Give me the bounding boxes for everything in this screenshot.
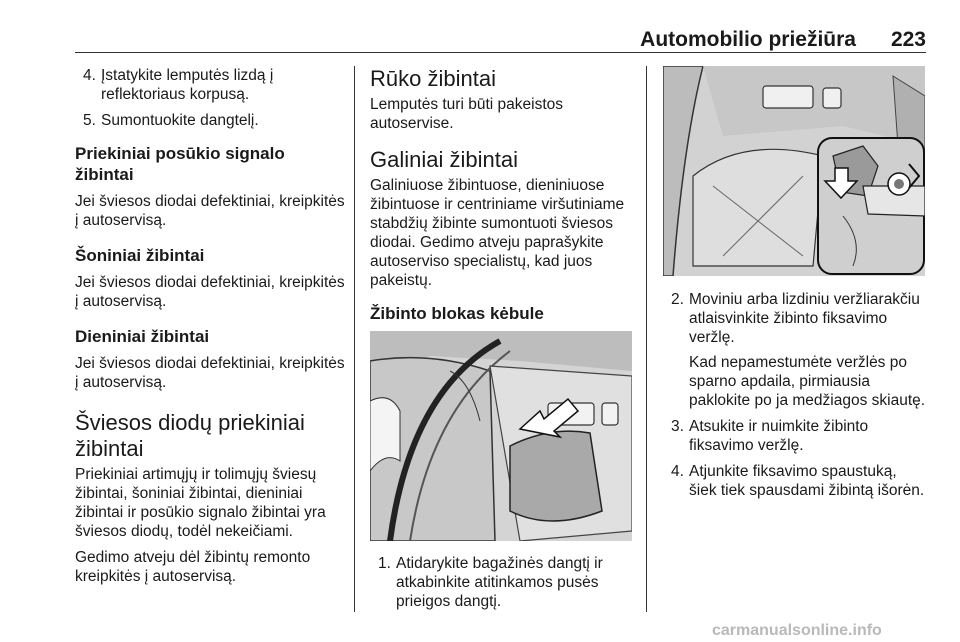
- step-5: [75, 111, 345, 130]
- step-4: [75, 66, 345, 104]
- section-text: Lemputės turi būti pakeistos autoservise.: [370, 96, 563, 132]
- column-middle: [370, 66, 635, 331]
- section-heading: Šoniniai žibintai: [75, 246, 205, 265]
- section-heading-large: Rūko žibintai: [370, 66, 496, 91]
- section-text: Gedimo atveju dėl žibintų remonto kreipkitės į autoservisą.: [75, 549, 311, 585]
- section-heading: Dieniniai žibintai: [75, 327, 210, 346]
- section-heading-large: Šviesos diodų priekiniai žibintai: [75, 410, 305, 461]
- step-number: 1.: [378, 555, 391, 572]
- column-divider-1: [354, 66, 355, 612]
- column-middle-steps: [370, 554, 635, 618]
- column-left: [75, 66, 345, 598]
- step-number: 2.: [671, 291, 684, 308]
- fixing-nut-illustration: [663, 66, 925, 276]
- column-right: [663, 290, 928, 507]
- section-text: Galiniuose žibintuose, dieniniuose žibintuose ir centriniame viršutiniame stabdžių žibinte sumontuoti šviesos diodai. Gedimo atveju paprašykite autoserviso specialistų, kad juos pakeistų.: [370, 177, 625, 289]
- trunk-cover-illustration: [370, 331, 632, 541]
- section-heading: Priekiniai posūkio signalo žibintai: [75, 144, 285, 184]
- section-text: Jei šviesos diodai defektiniai, kreipkitės į autoservisą.: [75, 193, 345, 229]
- step-1: [370, 554, 635, 611]
- column-divider-2: [646, 66, 647, 612]
- sub-heading: Žibinto blokas kėbule: [370, 304, 544, 323]
- figure-fixing-nut: [663, 66, 925, 276]
- page-number: 223: [890, 28, 926, 51]
- figure-trunk-cover: [370, 331, 632, 541]
- step-3: [663, 417, 928, 455]
- step-number: 4.: [671, 463, 684, 480]
- section-text: Priekiniai artimųjų ir tolimųjų šviesų žibintai, šoniniai žibintai, dieniniai žibintai ir posūkio signalo žibintai yra šviesos diodų, todėl nekeičiami.: [75, 466, 326, 540]
- step-text: Moviniu arba lizdiniu veržliarakčiu atlaisvinkite žibinto fiksavimo veržlę.: [689, 291, 920, 346]
- step-note: Kad nepamestumėte veržlės po sparno apdaila, pirmiausia paklokite po ja medžiagos skiautę.: [689, 354, 926, 409]
- watermark[interactable]: carmanualsonline.info: [712, 622, 882, 639]
- page-header: [75, 28, 926, 52]
- step-2: [663, 290, 928, 410]
- step-number: 4.: [83, 67, 96, 84]
- step-text: Įstatykite lemputės lizdą į reflektoriaus korpusą.: [101, 67, 274, 103]
- step-number: 3.: [671, 418, 684, 435]
- step-text: Atsukite ir nuimkite žibinto fiksavimo veržlę.: [689, 418, 869, 454]
- header-title: Automobilio priežiūra: [640, 28, 856, 51]
- section-heading-large: Galiniai žibintai: [370, 147, 518, 172]
- step-4-right: [663, 462, 928, 500]
- step-number: 5.: [83, 112, 96, 129]
- section-text: Jei šviesos diodai defektiniai, kreipkitės į autoservisą.: [75, 274, 345, 310]
- step-text: Sumontuokite dangtelį.: [101, 112, 259, 129]
- header-rule: [75, 52, 926, 53]
- step-text: Atjunkite fiksavimo spaustuką, šiek tiek spausdami žibintą išorėn.: [689, 463, 925, 499]
- section-text: Jei šviesos diodai defektiniai, kreipkitės į autoservisą.: [75, 355, 345, 391]
- step-text: Atidarykite bagažinės dangtį ir atkabinkite atitinkamos pusės prieigos dangtį.: [396, 555, 603, 610]
